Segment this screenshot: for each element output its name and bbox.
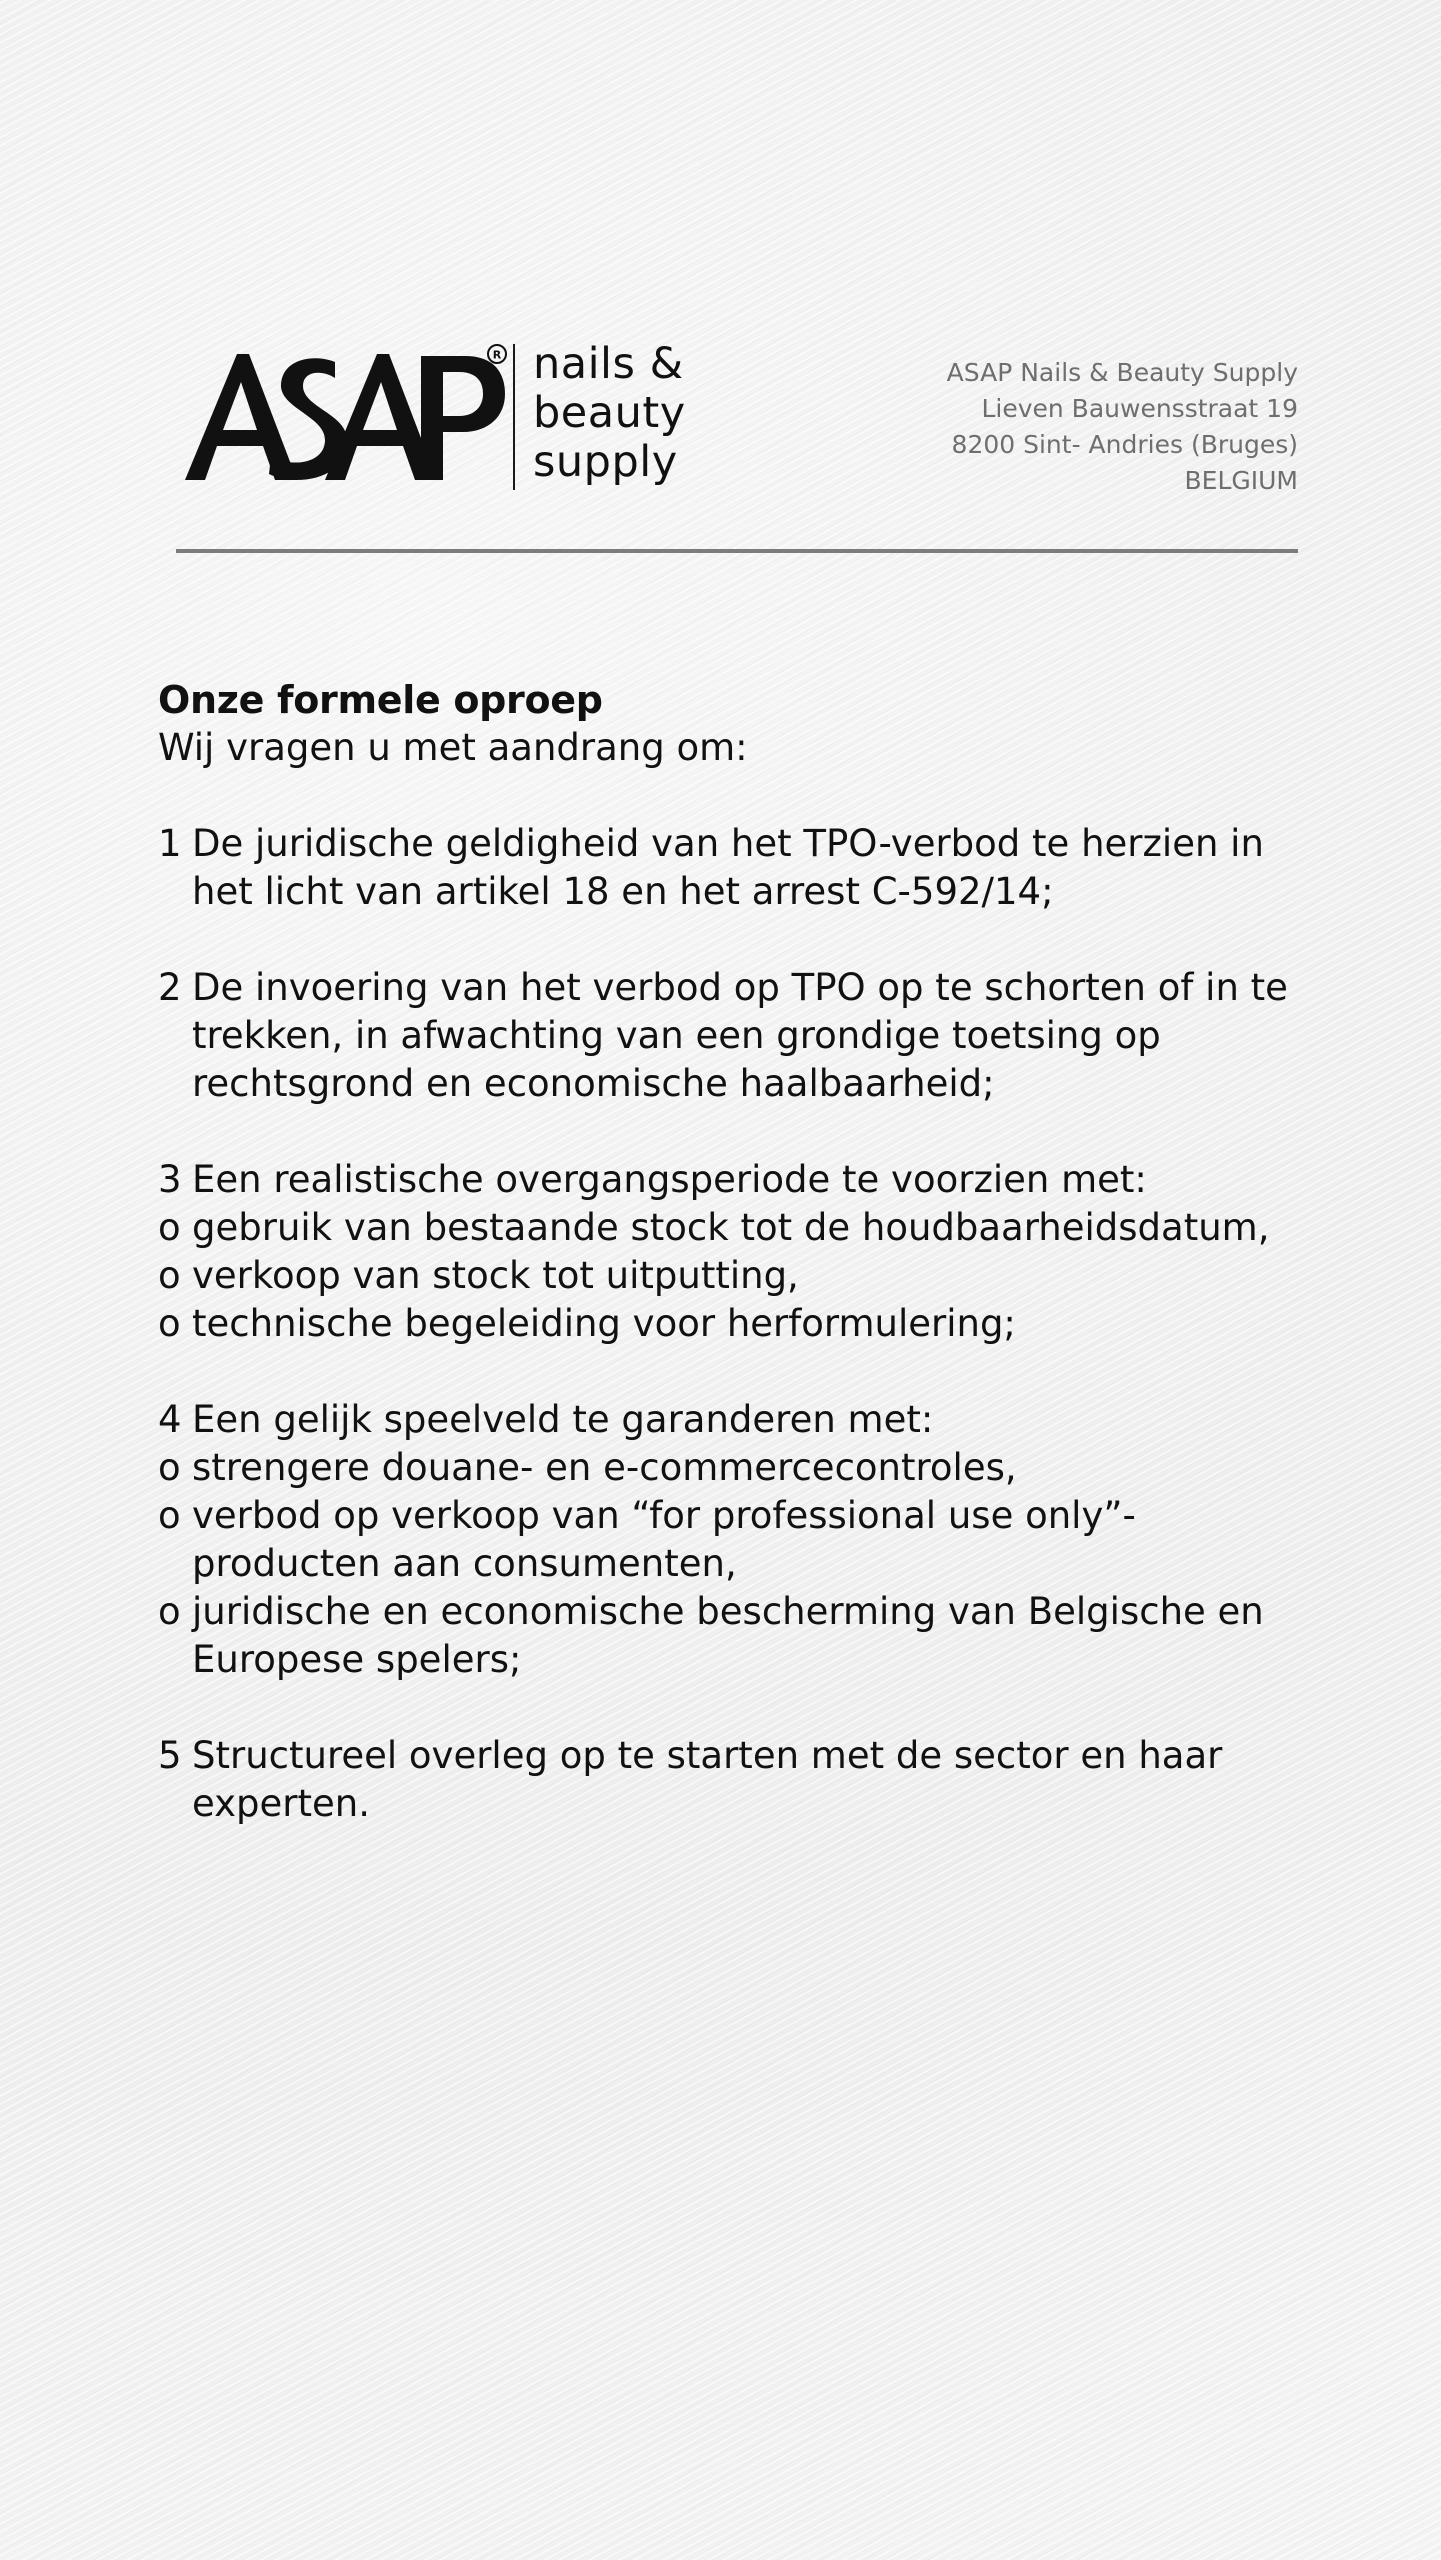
demand-item	[158, 1156, 1308, 1348]
address-line: 8200 Sint- Andries (Bruges)	[951, 430, 1298, 459]
demand-subitem-marker: o	[158, 1254, 181, 1297]
demand-item-row-text: De invoering van het verbod op TPO op te schorten of in te trekken, in afwachting van een grondige toetsing op rechtsgrond en economische haalbaarheid;	[192, 966, 1288, 1105]
demand-subitem-text: gebruik van bestaande stock tot de houdbaarheidsdatum,	[192, 1206, 1270, 1249]
demand-subitem	[158, 1588, 1308, 1684]
demand-subitem-text: strengere douane- en e-commercecontroles,	[192, 1446, 1017, 1489]
header-divider	[176, 549, 1298, 553]
demand-subitem-text: juridische en economische bescherming van Belgische en Europese spelers;	[192, 1590, 1264, 1681]
logo-tagline-line: supply	[533, 437, 678, 487]
letter-heading: Onze formele oproep	[158, 678, 603, 722]
demand-item	[158, 1396, 1308, 1684]
demand-subitem	[158, 1300, 1308, 1348]
demand-item	[158, 820, 1308, 916]
demand-subitem	[158, 1444, 1308, 1492]
demand-item-row-text: Een gelijk speelveld te garanderen met:	[192, 1398, 934, 1441]
letterhead	[0, 0, 1441, 560]
demand-item-row-marker: 1	[158, 822, 182, 865]
demand-subitem-text: technische begeleiding voor herformulering;	[192, 1302, 1016, 1345]
address-line: ASAP Nails & Beauty Supply	[946, 358, 1298, 387]
demand-item-row-marker: 4	[158, 1398, 182, 1441]
demand-item-row-marker: 3	[158, 1158, 182, 1201]
asap-logo	[175, 340, 705, 490]
demand-subitem-marker: o	[158, 1302, 181, 1345]
demand-subitem-marker: o	[158, 1590, 181, 1633]
demand-item	[158, 964, 1308, 1108]
sender-address	[947, 355, 1298, 499]
demand-subitem	[158, 1252, 1308, 1300]
demand-item-row	[158, 1732, 1308, 1828]
demand-subitem	[158, 1204, 1308, 1252]
demand-item-row	[158, 820, 1308, 916]
demand-item-row-text: De juridische geldigheid van het TPO-verbod te herzien in het licht van artikel 18 en het arrest C-592/14;	[192, 822, 1264, 913]
demand-subitem-marker: o	[158, 1446, 181, 1489]
logo-tagline-line: nails &	[533, 339, 684, 389]
letter-body	[158, 676, 1308, 1828]
logo-tagline-line: beauty	[533, 388, 686, 438]
demand-item-row-text: Een realistische overgangsperiode te voorzien met:	[192, 1158, 1147, 1201]
demand-subitem-marker: o	[158, 1206, 181, 1249]
demand-item-row	[158, 964, 1308, 1108]
demand-item-row-marker: 5	[158, 1734, 182, 1777]
demand-subitem-text: verkoop van stock tot uitputting,	[192, 1254, 799, 1297]
svg-text:R: R	[492, 348, 502, 362]
demand-subitem	[158, 1492, 1308, 1588]
address-line: Lieven Bauwensstraat 19	[981, 394, 1298, 423]
demand-subitem-text: verbod op verkoop van “for professional use only”-producten aan consumenten,	[192, 1494, 1136, 1585]
address-line: BELGIUM	[1184, 466, 1298, 495]
demand-item-row	[158, 1156, 1308, 1204]
asap-logo-mark	[175, 340, 515, 490]
demand-item-row-marker: 2	[158, 966, 182, 1009]
demand-item	[158, 1732, 1308, 1828]
logo-tagline	[533, 340, 713, 487]
demand-list	[158, 820, 1308, 1828]
demand-subitem-marker: o	[158, 1494, 181, 1537]
demand-item-row	[158, 1396, 1308, 1444]
logo-divider	[513, 344, 515, 490]
demand-item-row-text: Structureel overleg op te starten met de sector en haar experten.	[192, 1734, 1223, 1825]
letter-intro: Wij vragen u met aandrang om:	[158, 726, 748, 769]
